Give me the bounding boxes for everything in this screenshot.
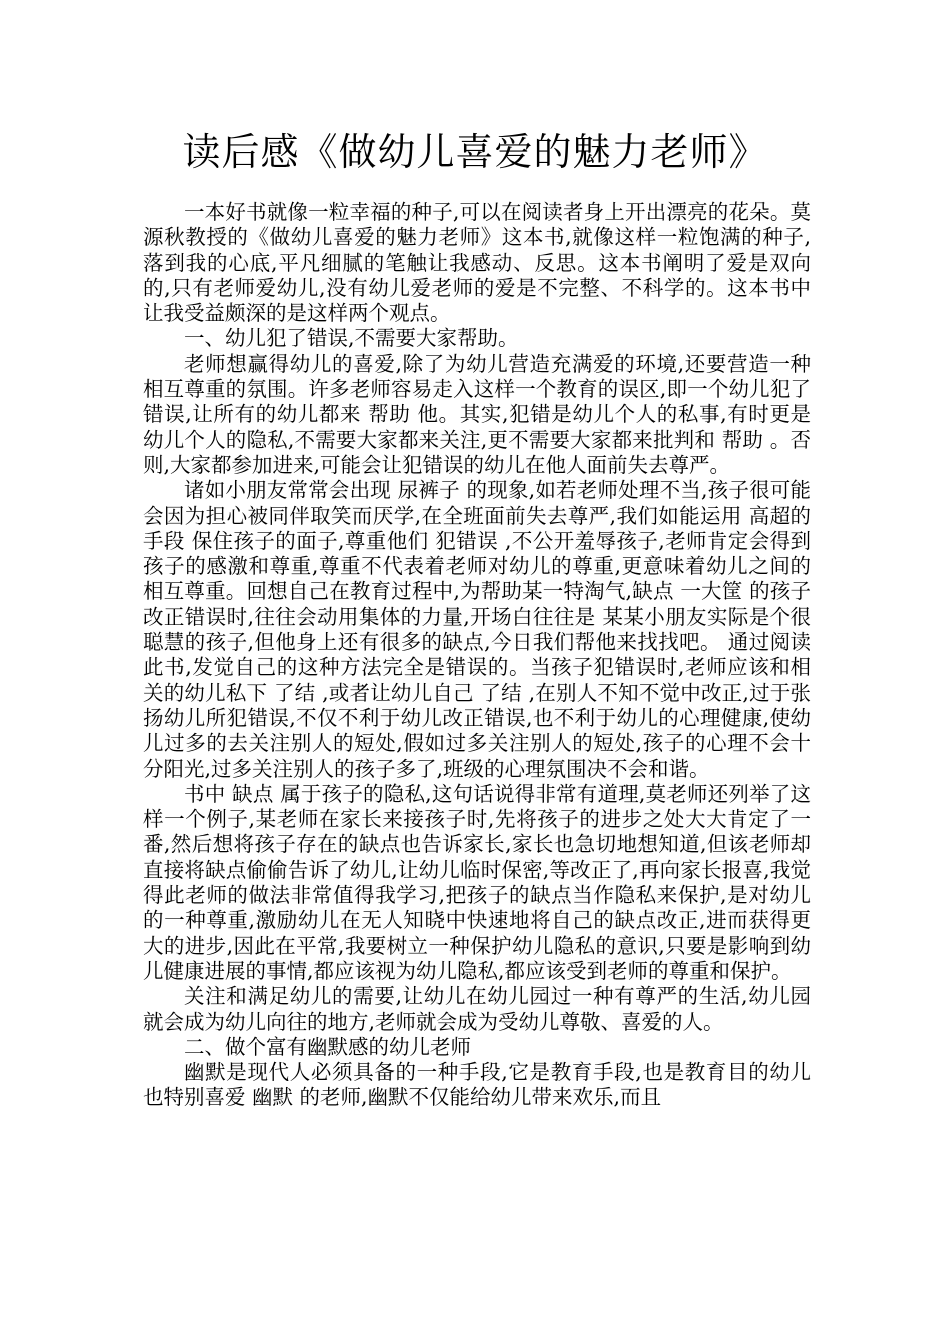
paragraph-intro: 一本好书就像一粒幸福的种子,可以在阅读者身上开出漂亮的花朵。莫源秋教授的《做幼儿喜爱的魅力老师》这本书,就像这样一粒饱满的种子,落到我的心底,平凡细腻的笔触让我感动、反思。这本书阐明了爱是双向的,只有老师爱幼儿,没有幼儿爱老师的爱是不完整、不科学的。这本书中让我受益颇深的是这样两个观点。 bbox=[143, 200, 811, 326]
section-heading-1: 一、幼儿犯了错误,不需要大家帮助。 bbox=[184, 326, 519, 351]
document-body bbox=[143, 200, 811, 1111]
paragraph: 幽默是现代人必须具备的一种手段,它是教育手段,也是教育目的幼儿也特别喜爱 幽默 的老师,幽默不仅能给幼儿带来欢乐,而且 bbox=[143, 1060, 811, 1110]
paragraph: 关注和满足幼儿的需要,让幼儿在幼儿园过一种有尊严的生活,幼儿园就会成为幼儿向往的地方,老师就会成为受幼儿尊敬、喜爱的人。 bbox=[143, 984, 811, 1034]
paragraph: 书中 缺点 属于孩子的隐私,这句话说得非常有道理,莫老师还列举了这样一个例子,某老师在家长来接孩子时,先将孩子的进步之处大大肯定了一番,然后想将孩子存在的缺点也告诉家长,家长也急切地想知道,但该老师却直接将缺点偷偷告诉了幼儿,让幼儿临时保密,等改正了,再向家长报喜,我觉得此老师的做法非常值得我学习,把孩子的缺点当作隐私来保护,是对幼儿的一种尊重,激励幼儿在无人知晓中快速地将自己的缺点改正,进而获得更大的进步,因此在平常,我要树立一种保护幼儿隐私的意识,只要是影响到幼儿健康进展的事情,都应该视为幼儿隐私,都应该受到老师的尊重和保护。 bbox=[143, 781, 811, 983]
document-title: 读后感《做幼儿喜爱的魅力老师》 bbox=[182, 130, 768, 174]
paragraph: 诸如小朋友常常会出现 尿裤子 的现象,如若老师处理不当,孩子很可能会因为担心被同伴取笑而厌学,在全班面前失去尊严,我们如能运用 高超的手段 保住孩子的面子,尊重他们 犯错误 ,不公开羞辱孩子,老师肯定会得到孩子的感激和尊重,尊重不代表着老师对幼儿的尊重,更意味着幼儿之间的相互尊重。回想自己在教育过程中,为帮助某一特淘气,缺点 一大筐 的孩子改正错误时,往往会动用集体的力量,开场白往往是 某某小朋友实际是个很聪慧的孩子,但他身上还有很多的缺点,今日我们帮他来找找吧。 通过阅读此书,发觉自己的这种方法完全是错误的。当孩子犯错误时,老师应该和相关的幼儿私下 了结 ,或者让幼儿自己 了结 ,在别人不知不觉中改正,过于张扬幼儿所犯错误,不仅不利于幼儿改正错误,也不利于幼儿的心理健康,使幼儿过多的去关注别人的短处,假如过多关注别人的短处,孩子的心理不会十分阳光,过多关注别人的孩子多了,班级的心理氛围决不会和谐。 bbox=[143, 478, 811, 781]
paragraph: 老师想赢得幼儿的喜爱,除了为幼儿营造充满爱的环境,还要营造一种相互尊重的氛围。许多老师容易走入这样一个教育的误区,即一个幼儿犯了错误,让所有的幼儿都来 帮助 他。其实,犯错是幼儿个人的私事,有时更是幼儿个人的隐私,不需要大家都来关注,更不需要大家都来批判和 帮助 。否则,大家都参加进来,可能会让犯错误的幼儿在他人面前失去尊严。 bbox=[143, 351, 811, 477]
section-heading-2: 二、做个富有幽默感的幼儿老师 bbox=[184, 1034, 471, 1059]
